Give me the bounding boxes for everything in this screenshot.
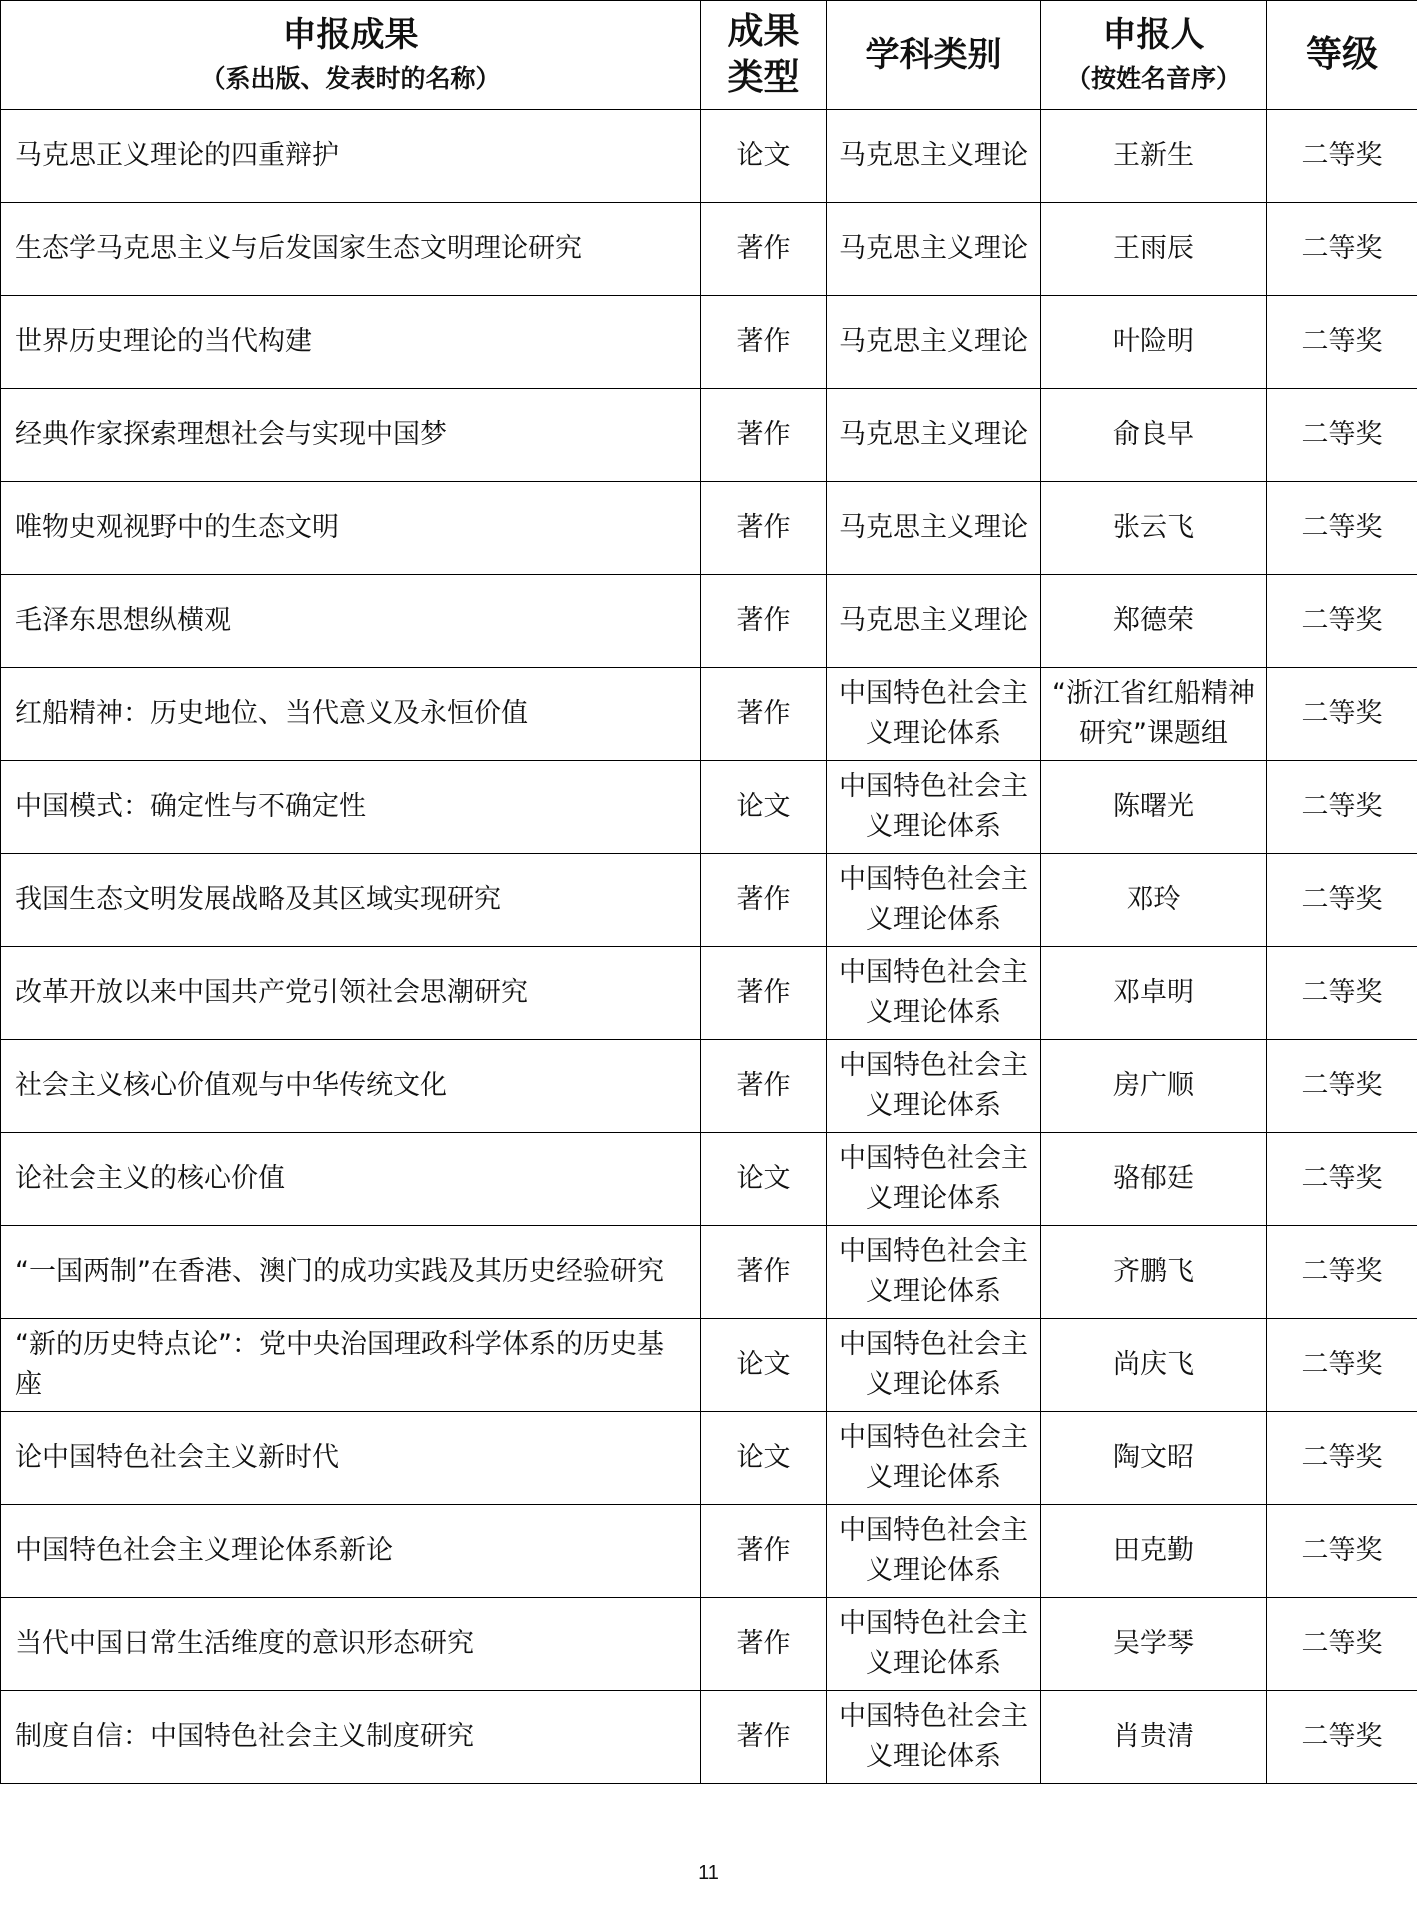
cell-title: 唯物史观视野中的生态文明 — [1, 482, 701, 575]
cell-level: 二等奖 — [1267, 1040, 1417, 1133]
cell-subject: 马克思主义理论 — [827, 389, 1041, 482]
cell-author: 房广顺 — [1041, 1040, 1267, 1133]
cell-level: 二等奖 — [1267, 110, 1417, 203]
header-level: 等级 — [1267, 1, 1417, 110]
cell-subject: 马克思主义理论 — [827, 482, 1041, 575]
cell-title: 我国生态文明发展战略及其区域实现研究 — [1, 854, 701, 947]
cell-subject: 中国特色社会主义理论体系 — [827, 1226, 1041, 1319]
header-title: 申报成果 （系出版、发表时的名称） — [1, 1, 701, 110]
cell-type: 论文 — [701, 1319, 827, 1412]
cell-type: 著作 — [701, 575, 827, 668]
cell-subject: 马克思主义理论 — [827, 296, 1041, 389]
cell-type: 论文 — [701, 110, 827, 203]
cell-level: 二等奖 — [1267, 1598, 1417, 1691]
table-row — [1, 761, 1417, 854]
cell-level: 二等奖 — [1267, 296, 1417, 389]
table-row — [1, 389, 1417, 482]
cell-type: 著作 — [701, 389, 827, 482]
cell-title: 马克思正义理论的四重辩护 — [1, 110, 701, 203]
table-row — [1, 1133, 1417, 1226]
cell-level: 二等奖 — [1267, 947, 1417, 1040]
cell-level: 二等奖 — [1267, 575, 1417, 668]
cell-author: 陶文昭 — [1041, 1412, 1267, 1505]
cell-level: 二等奖 — [1267, 203, 1417, 296]
cell-author: 王新生 — [1041, 110, 1267, 203]
cell-title: 红船精神：历史地位、当代意义及永恒价值 — [1, 668, 701, 761]
table-row — [1, 110, 1417, 203]
cell-type: 著作 — [701, 854, 827, 947]
cell-type: 论文 — [701, 1412, 827, 1505]
cell-title: 论中国特色社会主义新时代 — [1, 1412, 701, 1505]
cell-title: 制度自信：中国特色社会主义制度研究 — [1, 1691, 701, 1784]
cell-type: 著作 — [701, 1505, 827, 1598]
cell-title: 改革开放以来中国共产党引领社会思潮研究 — [1, 947, 701, 1040]
table-row — [1, 854, 1417, 947]
cell-level: 二等奖 — [1267, 761, 1417, 854]
cell-title: 生态学马克思主义与后发国家生态文明理论研究 — [1, 203, 701, 296]
table-row — [1, 296, 1417, 389]
cell-title: 世界历史理论的当代构建 — [1, 296, 701, 389]
cell-title: 经典作家探索理想社会与实现中国梦 — [1, 389, 701, 482]
cell-type: 论文 — [701, 761, 827, 854]
cell-type: 著作 — [701, 947, 827, 1040]
cell-level: 二等奖 — [1267, 668, 1417, 761]
cell-author: 吴学琴 — [1041, 1598, 1267, 1691]
cell-author: 齐鹏飞 — [1041, 1226, 1267, 1319]
cell-title: 论社会主义的核心价值 — [1, 1133, 701, 1226]
header-author: 申报人 （按姓名音序） — [1041, 1, 1267, 110]
cell-title: “一国两制”在香港、澳门的成功实践及其历史经验研究 — [1, 1226, 701, 1319]
cell-level: 二等奖 — [1267, 1412, 1417, 1505]
cell-type: 著作 — [701, 1040, 827, 1133]
table-row — [1, 668, 1417, 761]
cell-type: 著作 — [701, 482, 827, 575]
cell-level: 二等奖 — [1267, 854, 1417, 947]
page-number: 11 — [698, 1862, 719, 1884]
cell-type: 著作 — [701, 203, 827, 296]
cell-author: 尚庆飞 — [1041, 1319, 1267, 1412]
cell-level: 二等奖 — [1267, 1319, 1417, 1412]
cell-subject: 中国特色社会主义理论体系 — [827, 1319, 1041, 1412]
cell-subject: 马克思主义理论 — [827, 110, 1041, 203]
cell-title: 中国模式：确定性与不确定性 — [1, 761, 701, 854]
cell-subject: 中国特色社会主义理论体系 — [827, 668, 1041, 761]
cell-type: 著作 — [701, 1598, 827, 1691]
cell-author: “浙江省红船精神研究”课题组 — [1041, 668, 1267, 761]
cell-title: 社会主义核心价值观与中华传统文化 — [1, 1040, 701, 1133]
cell-author: 张云飞 — [1041, 482, 1267, 575]
header-type: 成果 类型 — [701, 1, 827, 110]
cell-author: 郑德荣 — [1041, 575, 1267, 668]
table-row — [1, 1691, 1417, 1784]
table-row — [1, 1505, 1417, 1598]
cell-subject: 中国特色社会主义理论体系 — [827, 1133, 1041, 1226]
cell-subject: 中国特色社会主义理论体系 — [827, 1505, 1041, 1598]
cell-author: 田克勤 — [1041, 1505, 1267, 1598]
table-row — [1, 1319, 1417, 1412]
cell-subject: 中国特色社会主义理论体系 — [827, 1691, 1041, 1784]
cell-author: 邓玲 — [1041, 854, 1267, 947]
cell-subject: 中国特色社会主义理论体系 — [827, 761, 1041, 854]
cell-title: “新的历史特点论”：党中央治国理政科学体系的历史基座 — [1, 1319, 701, 1412]
cell-author: 叶险明 — [1041, 296, 1267, 389]
cell-level: 二等奖 — [1267, 1505, 1417, 1598]
cell-type: 论文 — [701, 1133, 827, 1226]
cell-author: 陈曙光 — [1041, 761, 1267, 854]
cell-author: 肖贵清 — [1041, 1691, 1267, 1784]
cell-level: 二等奖 — [1267, 482, 1417, 575]
table-row — [1, 1040, 1417, 1133]
cell-title: 中国特色社会主义理论体系新论 — [1, 1505, 701, 1598]
table-row — [1, 1226, 1417, 1319]
cell-author: 邓卓明 — [1041, 947, 1267, 1040]
cell-subject: 中国特色社会主义理论体系 — [827, 1412, 1041, 1505]
cell-type: 著作 — [701, 1226, 827, 1319]
cell-level: 二等奖 — [1267, 1226, 1417, 1319]
cell-type: 著作 — [701, 1691, 827, 1784]
table-header — [1, 1, 1417, 110]
cell-type: 著作 — [701, 296, 827, 389]
cell-level: 二等奖 — [1267, 389, 1417, 482]
cell-author: 骆郁廷 — [1041, 1133, 1267, 1226]
cell-subject: 中国特色社会主义理论体系 — [827, 854, 1041, 947]
cell-subject: 马克思主义理论 — [827, 203, 1041, 296]
cell-author: 王雨辰 — [1041, 203, 1267, 296]
cell-subject: 中国特色社会主义理论体系 — [827, 1598, 1041, 1691]
table-body — [1, 110, 1417, 1784]
table-row — [1, 482, 1417, 575]
cell-author: 俞良早 — [1041, 389, 1267, 482]
table-row — [1, 575, 1417, 668]
cell-type: 著作 — [701, 668, 827, 761]
table-row — [1, 203, 1417, 296]
cell-level: 二等奖 — [1267, 1133, 1417, 1226]
table-row — [1, 1598, 1417, 1691]
cell-level: 二等奖 — [1267, 1691, 1417, 1784]
cell-title: 当代中国日常生活维度的意识形态研究 — [1, 1598, 701, 1691]
cell-subject: 中国特色社会主义理论体系 — [827, 947, 1041, 1040]
table-row — [1, 1412, 1417, 1505]
table-row — [1, 947, 1417, 1040]
header-subject: 学科类别 — [827, 1, 1041, 110]
cell-subject: 马克思主义理论 — [827, 575, 1041, 668]
cell-subject: 中国特色社会主义理论体系 — [827, 1040, 1041, 1133]
cell-title: 毛泽东思想纵横观 — [1, 575, 701, 668]
